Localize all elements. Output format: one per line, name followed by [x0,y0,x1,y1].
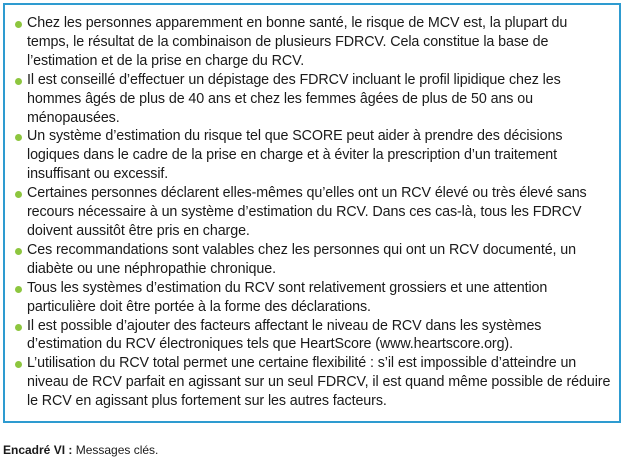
bullet-dot-icon [15,248,22,255]
bullet-dot-icon [15,191,22,198]
list-item-text: L’utilisation du RCV total permet une certaine flexibilité : s’il est impossible d’atteindre un niveau de RCV parfait en agissant sur un seul FDRCV, il est quand même possible de réduire le RCV en agissant plus fortement sur les autres facteurs. [27,355,611,410]
box-caption [3,443,158,457]
list-item-text: Chez les personnes apparemment en bonne santé, le risque de MCV est, la plupart du temps, le résultat de la combinaison de plusieurs FDRCV. Cela constitue la base de l’estimation et de la prise en charge du RCV. [27,15,568,69]
key-messages-box [3,3,621,423]
list-item [15,14,611,71]
caption-label: Encadré VI : [3,443,73,457]
list-item-text: Il est conseillé d’effectuer un dépistage des FDRCV incluant le profil lipidique chez les hommes âgés de plus de 40 ans et chez les femmes âgées de plus de 50 ans ou ménopausées. [27,71,561,126]
bullet-dot-icon [15,78,22,85]
list-item [15,279,611,317]
bullet-dot-icon [15,361,22,368]
bullet-dot-icon [15,21,22,28]
list-item-text: Un système d’estimation du risque tel que SCORE peut aider à prendre des décisions logiques dans le cadre de la prise en charge et à éviter la prescription d’un traitement insuffisant ou excessif. [27,128,563,183]
key-messages-list [15,14,611,411]
list-item-text: Ces recommandations sont valables chez les personnes qui ont un RCV documenté, un diabète ou une néphropathie chronique. [27,241,576,277]
list-item [15,241,611,279]
list-item-text: Tous les systèmes d’estimation du RCV sont relativement grossiers et une attention particulière doit être portée à la forme des déclarations. [27,279,548,315]
list-item [15,354,611,411]
list-item-text: Il est possible d’ajouter des facteurs affectant le niveau de RCV dans les systèmes d’estimation du RCV électroniques tels que HeartScore (www.heartscore.org). [27,317,542,353]
list-item [15,184,611,241]
bullet-dot-icon [15,134,22,141]
list-item [15,71,611,128]
list-item-text: Certaines personnes déclarent elles-mêmes qu’elles ont un RCV élevé ou très élevé sans recours nécessaire à un système d’estimation du RCV. Dans ces cas-là, tous les FDRCV doivent aussitôt être pris en charge. [27,185,587,239]
list-item [15,317,611,355]
bullet-dot-icon [15,286,22,293]
caption-text: Messages clés. [72,443,159,457]
list-item [15,127,611,184]
bullet-dot-icon [15,324,22,331]
